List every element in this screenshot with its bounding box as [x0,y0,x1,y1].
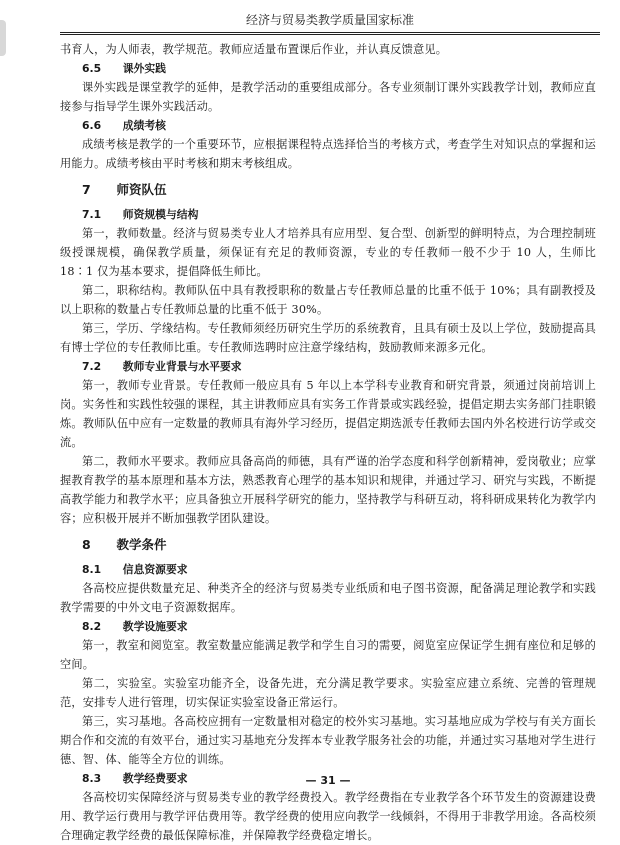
heading-title: 课外实践 [122,62,166,75]
subsection-heading [60,357,596,376]
heading-number: 7.2 [82,360,102,373]
subsection-heading [60,560,596,579]
paragraph: 第一，教师数量。经济与贸易类专业人才培养具有应用型、复合型、创新型的鲜明特点，为合理控制班级授课规模，确保教学质量，须保证有充足的教师资源，专业的专任教师一般不少于 10 人，生师比 18∶1 仅为基本要求，提倡降低生师比。 [60,227,596,278]
paragraph: 第一，教室和阅览室。教室数量应能满足教学和学生自习的需要，阅览室应保证学生拥有座位和足够的空间。 [60,639,596,671]
paragraph: 各高校切实保障经济与贸易类专业的教学经费投入。教学经费指在专业教学各个环节发生的资源建设费用、教学运行费用与教学评估费用等。教学经费的使用应向教学一线倾斜，不得用于非教学用途。各高校须合理确定教学经费的最低保障标准，并保障教学经费稳定增长。 [60,791,596,842]
section-heading [60,534,596,556]
heading-title: 师资队伍 [116,182,167,197]
paragraph: 书育人，为人师表，教学规范。教师应适量布置课后作业，并认真反馈意见。 [60,43,448,56]
subsection-heading [60,116,596,135]
heading-title: 成绩考核 [122,119,166,132]
paragraph: 第三，实习基地。各高校应拥有一定数量相对稳定的校外实习基地。实习基地应成为学校与有关方面长期合作和交流的有效平台，通过实习基地充分发挥本专业教学服务社会的功能，并通过实习基地对学生进行德、智、体、能等全方位的训练。 [60,715,596,766]
document-body [60,40,596,845]
section-heading [60,179,596,201]
heading-number: 6.5 [82,62,102,75]
heading-title: 信息资源要求 [122,563,188,576]
heading-title: 教师专业背景与水平要求 [122,360,242,373]
heading-title: 教学条件 [116,537,167,552]
page-number: — 31 — [305,774,351,787]
running-header: 经济与贸易类教学质量国家标准 [60,10,600,33]
heading-number: 8.2 [82,620,102,633]
paragraph: 第三，学历、学缘结构。专任教师须经历研究生学历的系统教育，且具有硕士及以上学位，鼓励提高具有博士学位的专任教师比重。专任教师选聘时应注意学缘结构，鼓励教师来源多元化。 [60,322,596,354]
paragraph: 成绩考核是教学的一个重要环节，应根据课程特点选择恰当的考核方式，考查学生对知识点的掌握和运用能力。成绩考核由平时考核和期末考核组成。 [60,138,596,170]
subsection-heading [60,617,596,636]
header-rule [60,34,600,35]
heading-number: 8.1 [82,563,102,576]
paragraph: 各高校应提供数量充足、种类齐全的经济与贸易类专业纸质和电子图书资源，配备满足理论教学和实践教学需要的中外文电子资源数据库。 [60,582,596,614]
heading-number: 8.3 [82,772,102,785]
heading-number: 6.6 [82,119,102,132]
paragraph: 第一，教师专业背景。专任教师一般应具有 5 年以上本学科专业教育和研究背景，须通过岗前培训上岗。实务性和实践性较强的课程，其主讲教师应具有实务工作背景或实践经验，提倡定期去实务部门挂职锻炼。教师队伍中应有一定数量的教师具有海外学习经历，提倡定期选派专任教师去国内外名校进行访学或交流。 [60,379,596,449]
paragraph: 第二，实验室。实验室功能齐全，设备先进，充分满足教学要求。实验室应建立系统、完善的管理规范，安排专人进行管理，切实保证实验室设备正常运行。 [60,677,596,709]
heading-title: 教学经费要求 [122,772,188,785]
heading-number: 7.1 [82,208,102,221]
paragraph: 课外实践是课堂教学的延伸，是教学活动的重要组成部分。各专业须制订课外实践教学计划，教师应直接参与指导学生课外实践活动。 [60,81,596,113]
heading-number: 8 [82,537,91,552]
page-edge-shadow [0,20,6,56]
heading-number: 7 [82,182,91,197]
subsection-heading [60,205,596,224]
heading-title: 教学设施要求 [122,620,188,633]
paragraph: 第二，职称结构。教师队伍中具有教授职称的数量占专任教师总量的比重不低于 10%；具有副教授及以上职称的数量占专任教师总量的比重不低于 30%。 [60,284,596,316]
heading-title: 师资规模与结构 [122,208,199,221]
subsection-heading [60,59,596,78]
paragraph: 第二，教师水平要求。教师应具备高尚的师德，具有严谨的治学态度和科学创新精神，爱岗敬业；应掌握教育教学的基本原理和基本方法，熟悉教育心理学的基本知识和规律，并通过学习、研究与实践，不断提高教学能力和教学水平；应具备独立开展科学研究的能力，坚持教学与科研互动，将科研成果转化为教学内容；应积极开展并不断加强教学团队建设。 [60,455,596,525]
